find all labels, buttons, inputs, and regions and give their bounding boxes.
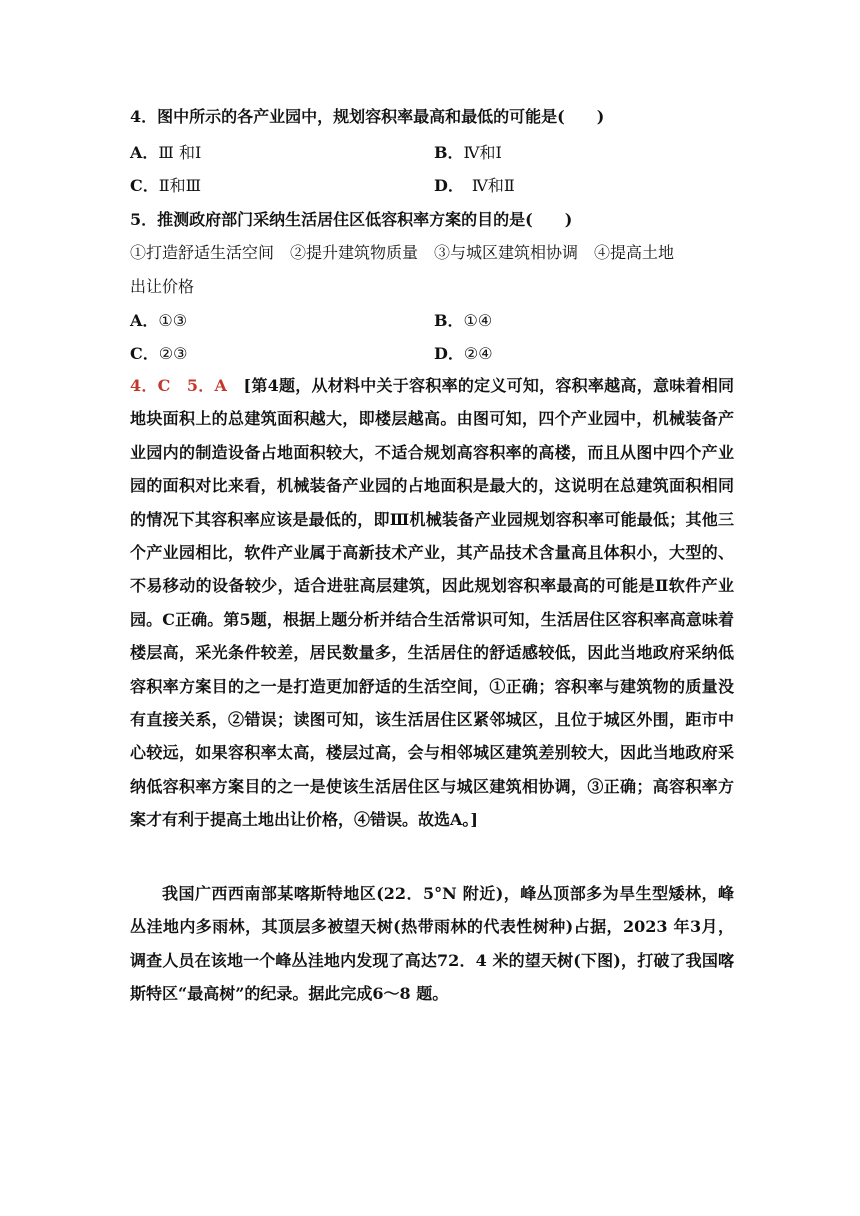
answer-explanation: [第4题，从材料中关于容积率的定义可知，容积率越高，意味着相同地块面积上的总建筑面积越大，即楼层越高。由图可知，四个产业园中，机械装备产业园内的制造设备占地面积较大，不适合规划高容积率的高楼，而且从图中四个产业园的面积对比来看，机械装备产业园的占地面积是最大的，这说明在总建筑面积相同的情况下其容积率应该是最低的，即Ⅲ机械装备产业园规划容积率可能最低；其他三个产业园相比，软件产业属于高新技术产业，其产品技术含量高且体积小，大型的、不易移动的设备较少，适合进驻高层建筑，因此规划容积率最高的可能是Ⅱ软件产业园。C正确。第5题，根据上题分析并结合生活常识可知，生活居住区容积率高意味着楼层高，采光条件较差，居民数量多，生活居住的舒适感较低，因此当地政府采纳低容积率方案目的之一是打造更加舒适的生活空间，①正确；容积率与建筑物的质量没有直接关系，②错误；读图可知，该生活居住区紧邻城区，且位于城区外围，距市中心较远，如果容积率太高，楼层过高，会与相邻城区建筑差别较大，因此当地政府采纳低容积率方案目的之一是使该生活居住区与城区建筑相协调，③正确；高容积率方案才有利于提高土地出让价格，④错误。故选A。] xyxy=(130,376,734,830)
option-text: Ⅱ和Ⅲ xyxy=(158,176,202,195)
option-label: D． xyxy=(434,176,456,195)
reading-passage: 我国广西西南部某喀斯特地区(22．5°N 附近)，峰丛顶部多为旱生型矮林，峰丛洼地内多雨林，其顶层多被望天树(热带雨林的代表性树种)占据，2023 年3月，调查人员在该地一个峰丛洼地内发现了高达72．4 米的望天树(下图)，打破了我国喀斯特区“最高树”的纪录。据此完成6～8 题。 xyxy=(130,884,734,1004)
question-4-option-a xyxy=(130,140,201,163)
option-label: B． xyxy=(434,311,464,330)
question-5-option-b xyxy=(434,308,492,331)
option-label: C． xyxy=(130,176,159,195)
question-4-option-b xyxy=(434,140,502,163)
option-label: C． xyxy=(130,344,159,363)
option-label: A． xyxy=(130,311,159,330)
question-5-items-line-1: ①打造舒适生活空间 ②提升建筑物质量 ③与城区建筑相协调 ④提高土地 xyxy=(130,243,675,262)
question-4-option-d xyxy=(434,173,515,196)
question-4-stem: 4．图中所示的各产业园中，规划容积率最高和最低的可能是( ) xyxy=(130,107,605,126)
option-text: Ⅳ和Ⅰ xyxy=(463,143,502,162)
option-text: Ⅳ和Ⅱ xyxy=(455,176,515,195)
option-label: B． xyxy=(434,143,464,162)
option-label: A． xyxy=(130,143,159,162)
option-text: ①③ xyxy=(158,311,188,330)
question-5-items-line-2: 出让价格 xyxy=(130,277,195,296)
option-text: Ⅲ 和Ⅰ xyxy=(158,143,202,162)
option-text: ②③ xyxy=(158,344,188,363)
option-text: ①④ xyxy=(463,311,493,330)
option-text: ②④ xyxy=(463,344,493,363)
question-5-option-d xyxy=(434,341,493,364)
option-label: D． xyxy=(434,344,464,363)
answer-key: 4．C 5．A xyxy=(130,376,227,395)
question-5-option-a xyxy=(130,308,187,331)
question-4-option-c xyxy=(130,173,201,196)
question-5-option-c xyxy=(130,341,187,364)
answer-explanation-block xyxy=(130,369,734,837)
question-5-stem: 5．推测政府部门采纳生活居住区低容积率方案的目的是( ) xyxy=(130,210,573,229)
